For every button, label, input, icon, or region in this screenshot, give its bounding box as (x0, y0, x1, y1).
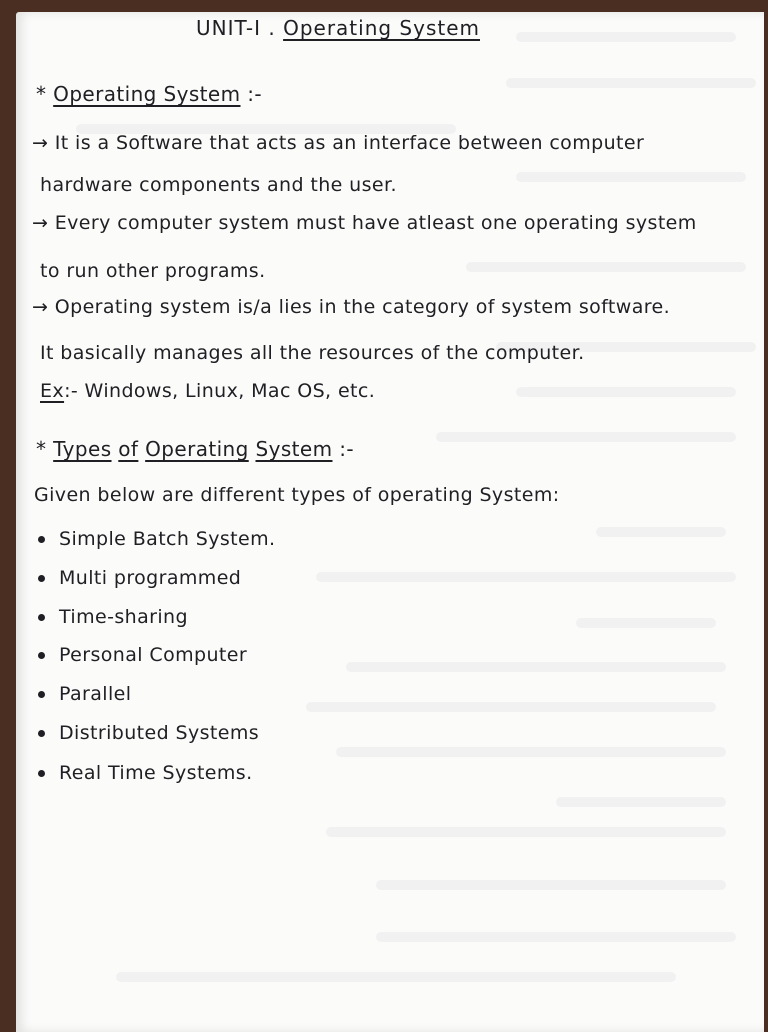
list-item-text: Parallel (59, 683, 132, 705)
types-intro: Given below are different types of operating System: (34, 484, 560, 506)
heading-word-types: Types (53, 437, 112, 461)
bleed-through-texture (16, 12, 764, 1032)
bullet-icon (38, 730, 45, 737)
bullet-icon (38, 575, 45, 582)
bullet-icon (38, 536, 45, 543)
list-item-text: Personal Computer (59, 644, 248, 666)
unit-label: UNIT-I (196, 16, 261, 40)
list-item-text: Time-sharing (59, 606, 188, 628)
section-heading-types (36, 437, 354, 461)
asterisk-marker: * (36, 82, 47, 106)
definition-line-6: It basically manages all the resources of the computer. (40, 342, 585, 364)
list-item-text: Distributed Systems (59, 722, 260, 744)
example-text: :- Windows, Linux, Mac OS, etc. (64, 380, 376, 402)
bullet-icon (38, 770, 45, 777)
list-item (38, 567, 241, 589)
list-item (38, 644, 247, 666)
page-title (196, 16, 480, 40)
definition-line-2: hardware components and the user. (40, 174, 397, 196)
list-item-text: Real Time Systems. (59, 762, 253, 784)
list-item-text: Simple Batch System. (59, 528, 276, 550)
bullet-icon (38, 652, 45, 659)
example-line (40, 380, 375, 402)
heading-suffix: :- (247, 82, 263, 106)
definition-line-4: to run other programs. (40, 260, 266, 282)
heading-word-operating: Operating (145, 437, 249, 461)
definition-line-3: → Every computer system must have atleast one operating system (32, 212, 697, 234)
list-item (38, 528, 275, 550)
heading-word-system: System (255, 437, 333, 461)
list-item (38, 683, 131, 705)
heading-suffix: :- (339, 437, 355, 461)
section-heading-operating-system (36, 82, 262, 106)
bullet-icon (38, 614, 45, 621)
heading-word-of: of (118, 437, 139, 461)
definition-line-5: → Operating system is/a lies in the category of system software. (32, 296, 671, 318)
list-item (38, 606, 188, 628)
list-item-text: Multi programmed (59, 567, 242, 589)
example-label: Ex (40, 380, 65, 402)
asterisk-marker: * (36, 437, 47, 461)
list-item (38, 762, 253, 784)
definition-line-1: → It is a Software that acts as an interface between computer (32, 132, 645, 154)
bullet-icon (38, 691, 45, 698)
subject-title: Operating System (283, 16, 481, 40)
heading-text: Operating System (53, 82, 241, 106)
list-item (38, 722, 259, 744)
notebook-page (16, 12, 764, 1032)
title-separator: . (268, 16, 276, 40)
